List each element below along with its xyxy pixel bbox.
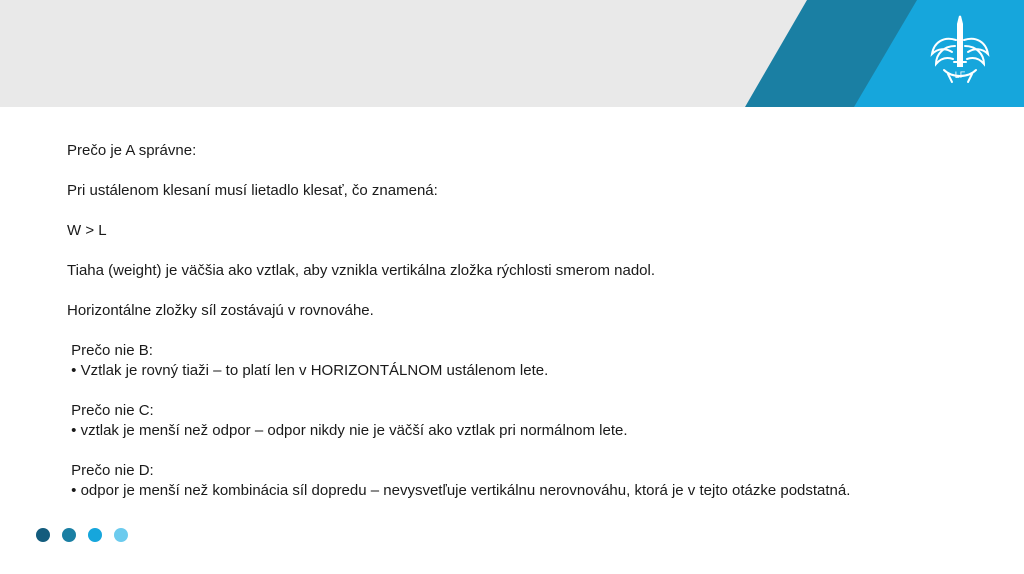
reason-block bbox=[67, 341, 947, 381]
paragraph: Prečo je A správne: bbox=[67, 142, 197, 159]
reason-heading: Prečo nie D: bbox=[67, 462, 154, 479]
paragraph: W > L bbox=[67, 222, 107, 239]
footer-dot bbox=[114, 528, 128, 542]
footer-dot bbox=[36, 528, 50, 542]
footer-dot bbox=[62, 528, 76, 542]
reason-text: • odpor je menší než kombinácia síl dopredu – nevysvetľuje vertikálnu nerovnováhu, ktorá je v tejto otázke podstatná. bbox=[67, 482, 851, 499]
reason-text: • Vztlak je rovný tiaži – to platí len v HORIZONTÁLNOM ustálenom lete. bbox=[67, 362, 549, 379]
reasons-list bbox=[67, 341, 947, 501]
footer-dot bbox=[88, 528, 102, 542]
reason-text: • vztlak je menší než odpor – odpor nikdy nie je väčší ako vztlak pri normálnom lete. bbox=[67, 422, 628, 439]
paragraph: Pri ustálenom klesaní musí lietadlo klesať, čo znamená: bbox=[67, 182, 438, 199]
paragraph: Tiaha (weight) je väčšia ako vztlak, aby vznikla vertikálna zložka rýchlosti smerom nadol. bbox=[67, 262, 656, 279]
slide-content bbox=[67, 141, 947, 501]
paragraph: Horizontálne zložky síl zostávajú v rovnováhe. bbox=[67, 302, 374, 319]
reason-block bbox=[67, 401, 947, 441]
reason-heading: Prečo nie C: bbox=[67, 402, 154, 419]
reason-heading: Prečo nie B: bbox=[67, 342, 153, 359]
reason-block bbox=[67, 461, 947, 501]
paragraphs bbox=[67, 141, 947, 321]
svg-text:LF: LF bbox=[954, 70, 966, 80]
academy-emblem-icon bbox=[922, 12, 998, 88]
footer-dots bbox=[36, 528, 128, 542]
